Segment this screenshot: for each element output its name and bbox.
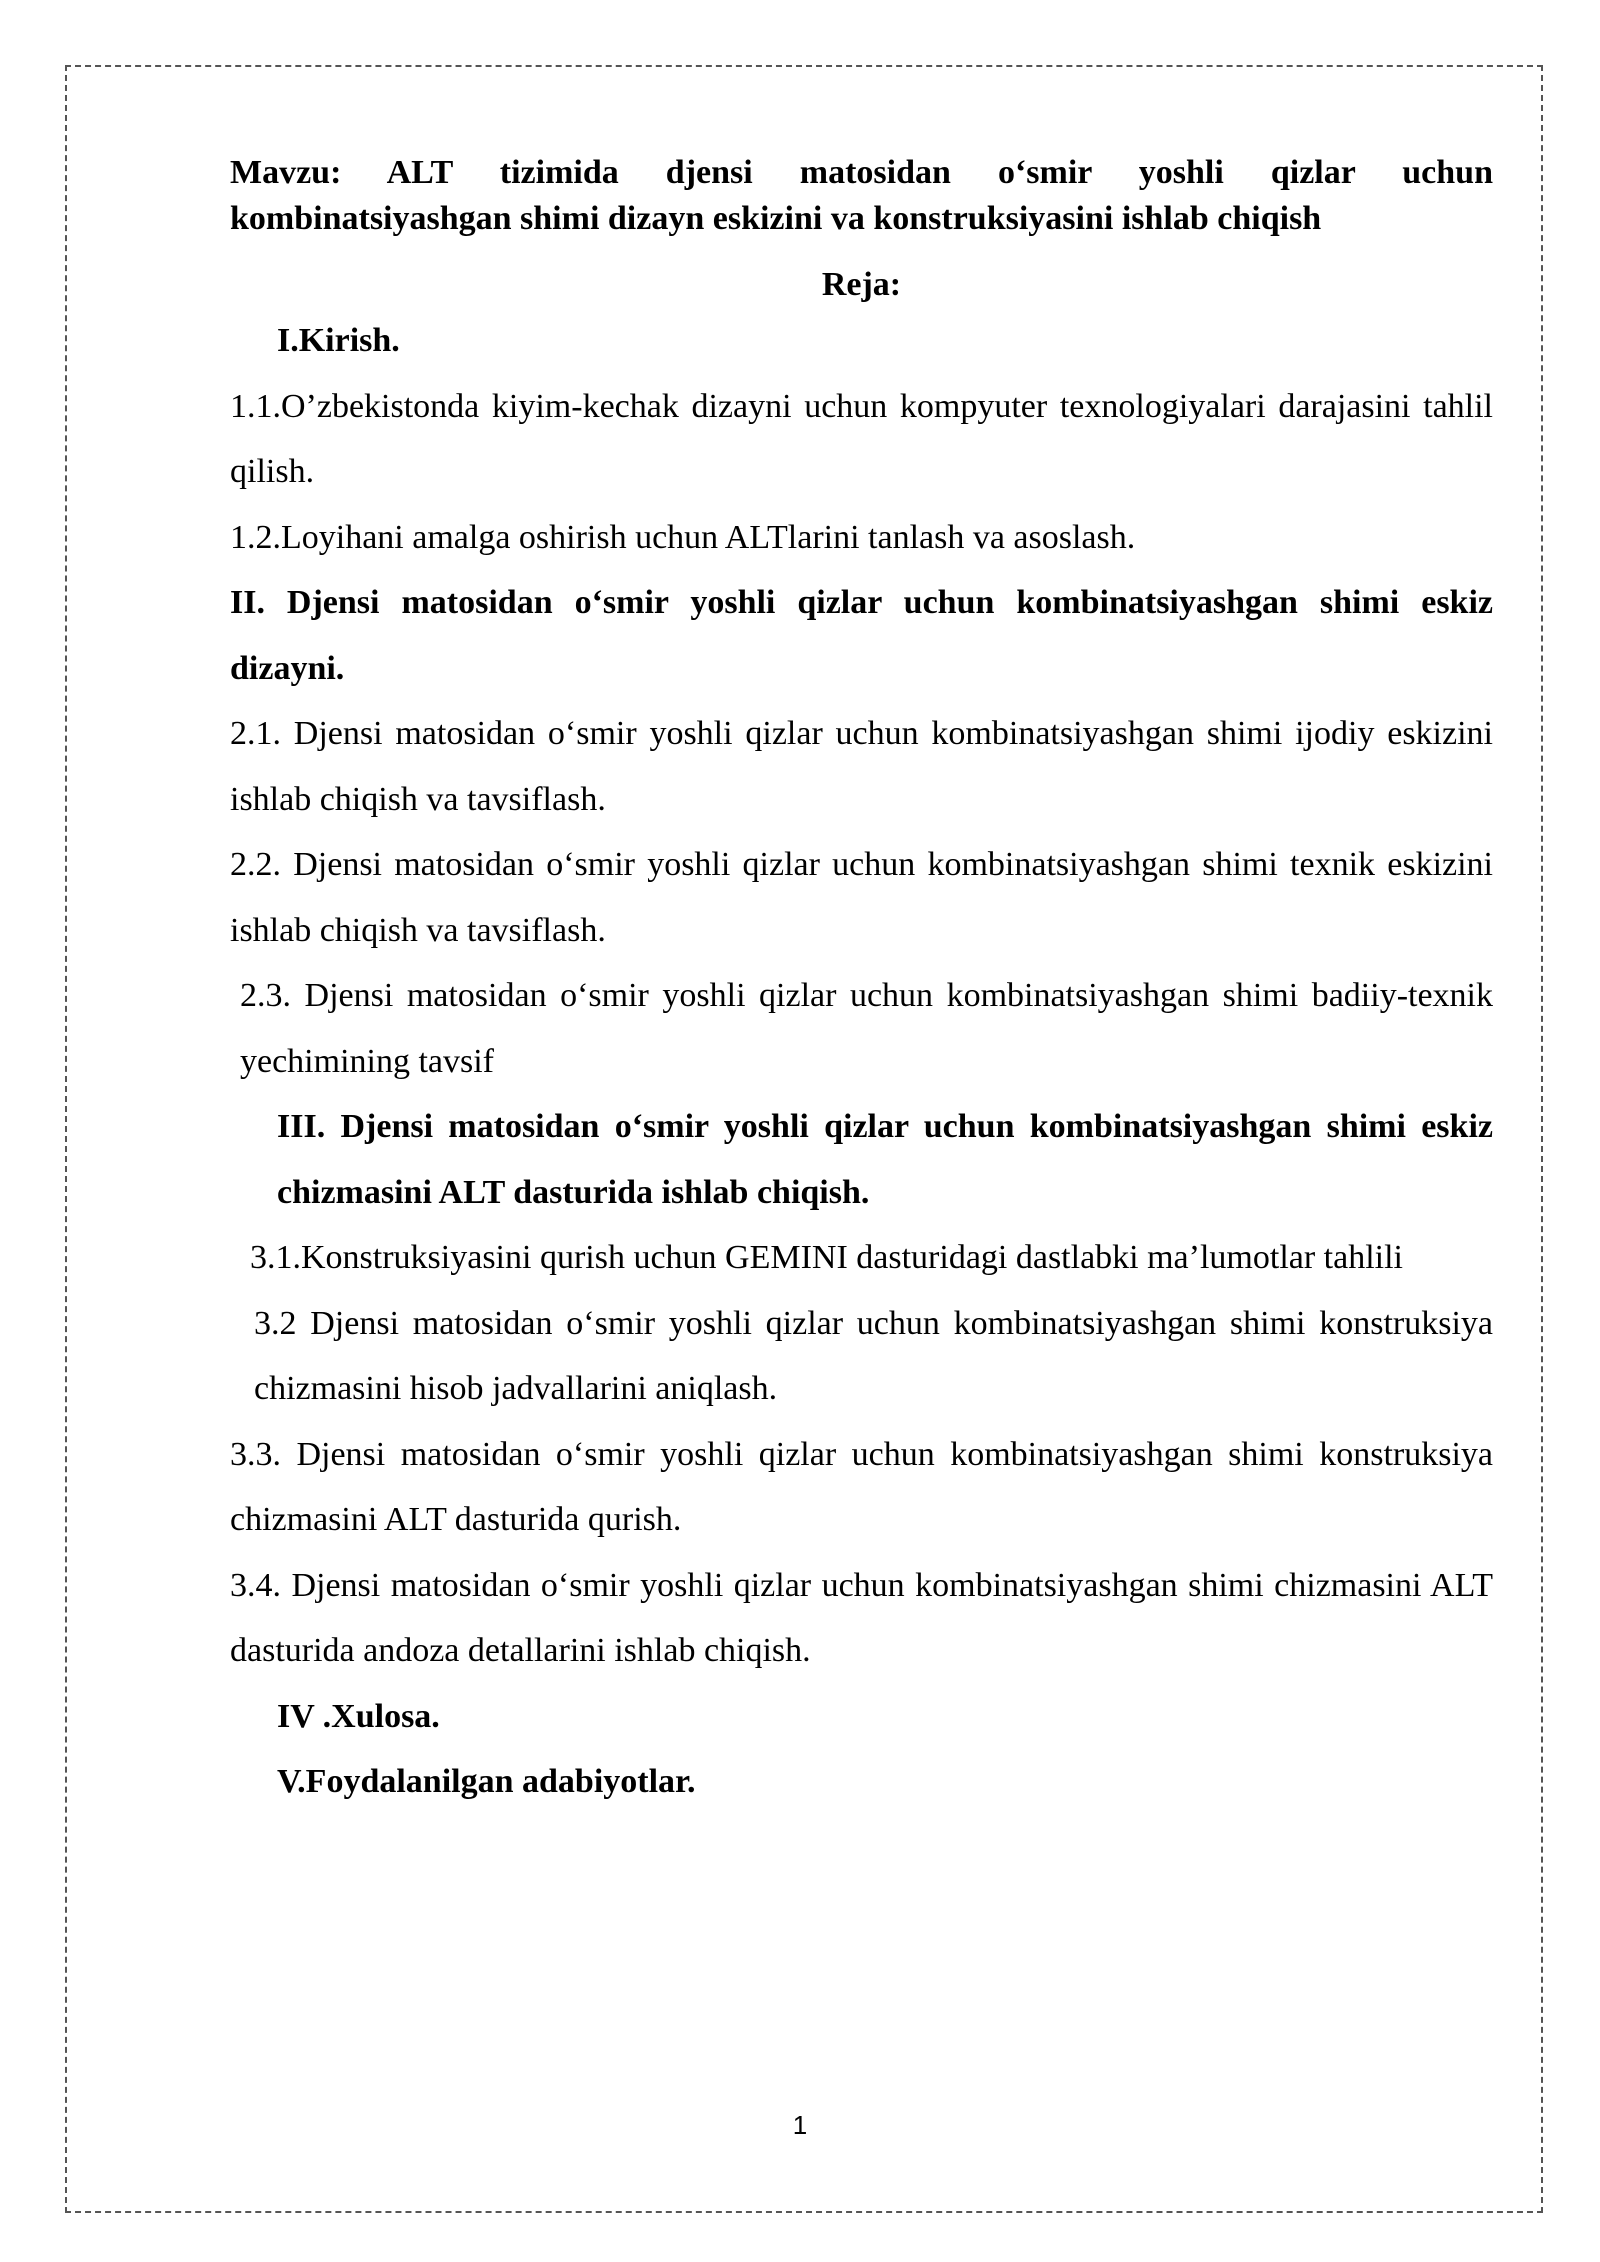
title-line-1: Mavzu: ALT tizimida djensi matosidan o‘smir yoshli qizlar uchun	[230, 154, 1493, 191]
item-3-2: 3.2 Djensi matosidan o‘smir yoshli qizlar uchun kombinatsiyashgan shimi konstruksiya chizmasini hisob jadvallarini aniqlash.	[254, 1304, 1493, 1407]
item-2-3: 2.3. Djensi matosidan o‘smir yoshli qizlar uchun kombinatsiyashgan shimi badiiy-texnik yechimining tavsif	[240, 977, 1493, 1080]
page-number: 1	[792, 2110, 808, 2140]
section-2-heading: II. Djensi matosidan o‘smir yoshli qizlar uchun kombinatsiyashgan shimi eskiz dizayni.	[230, 584, 1493, 687]
item-1-2: 1.2.Loyihani amalga oshirish uchun ALTlarini tanlash va asoslash.	[230, 518, 1136, 556]
document-body	[230, 150, 1493, 1815]
section-3-heading: III. Djensi matosidan o‘smir yoshli qizlar uchun kombinatsiyashgan shimi eskiz chizmasini ALT dasturida ishlab chiqish.	[277, 1108, 1493, 1211]
plan-heading: Reja:	[821, 266, 902, 303]
item-2-2: 2.2. Djensi matosidan o‘smir yoshli qizlar uchun kombinatsiyashgan shimi texnik eskizini ishlab chiqish va tavsiflash.	[230, 846, 1493, 949]
section-5-heading: V.Foydalanilgan adabiyotlar.	[277, 1763, 696, 1800]
item-3-3: 3.3. Djensi matosidan o‘smir yoshli qizlar uchun kombinatsiyashgan shimi konstruksiya chizmasini ALT dasturida qurish.	[230, 1435, 1493, 1538]
section-4-heading: IV .Xulosa.	[277, 1697, 440, 1735]
section-1-heading: I.Kirish.	[277, 322, 400, 359]
item-1-1: 1.1.O’zbekistonda kiyim-kechak dizayni uchun kompyuter texnologiyalari darajasini tahlil qilish.	[230, 387, 1493, 490]
document-title	[230, 150, 1493, 242]
item-2-1: 2.1. Djensi matosidan o‘smir yoshli qizlar uchun kombinatsiyashgan shimi ijodiy eskizini ishlab chiqish va tavsiflash.	[230, 715, 1493, 818]
item-3-1: 3.1.Konstruksiyasini qurish uchun GEMINI dasturidagi dastlabki ma’lumotlar tahlili	[250, 1239, 1403, 1276]
item-3-4: 3.4. Djensi matosidan o‘smir yoshli qizlar uchun kombinatsiyashgan shimi chizmasini ALT dasturida andoza detallarini ishlab chiqish.	[230, 1566, 1493, 1669]
title-line-2: kombinatsiyashgan shimi dizayn eskizini va konstruksiyasini ishlab chiqish	[230, 200, 1322, 237]
